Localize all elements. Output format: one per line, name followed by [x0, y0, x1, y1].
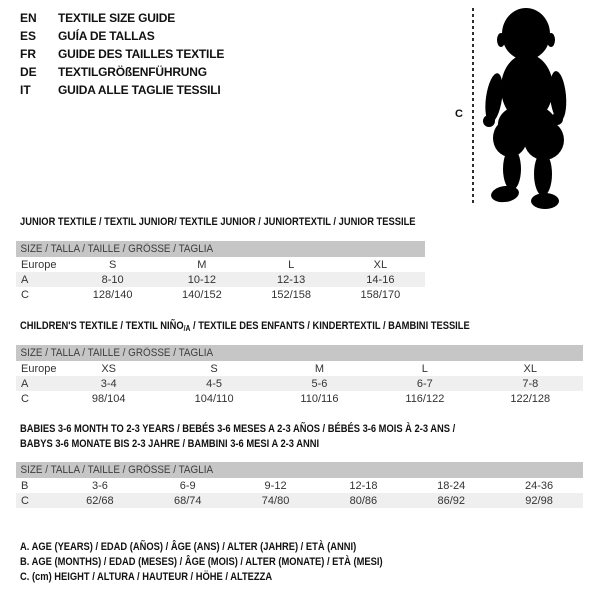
cell: 14-16 — [336, 272, 425, 287]
cell: 8-10 — [68, 272, 157, 287]
cell: 18-24 — [437, 479, 466, 492]
language-code: EN — [20, 11, 37, 25]
language-label: TEXTILGRÖßENFÜHRUNG — [58, 65, 207, 79]
language-row-fr — [20, 45, 224, 63]
size-header-label: SIZE / TALLA / TAILLE / GRÖSSE / TAGLIA — [20, 243, 214, 255]
cell: 80/86 — [319, 493, 407, 508]
babies-size-table — [16, 462, 583, 508]
baby-silhouette — [477, 6, 577, 210]
table-row — [16, 478, 583, 493]
height-label-c: C — [455, 108, 463, 120]
table-row — [16, 493, 583, 508]
language-code: FR — [20, 47, 36, 61]
cell: 140/152 — [181, 288, 222, 301]
table-row — [16, 391, 583, 406]
cell: 158/170 — [360, 288, 401, 301]
footnotes — [20, 540, 383, 585]
table-row — [16, 376, 583, 391]
size-header-bar — [16, 462, 583, 478]
cell: 9-12 — [264, 479, 287, 492]
babies-title-line1: BABIES 3-6 MONTH TO 2-3 YEARS / BEBÉS 3-6 MESES A 2-3 AÑOS / BÉBÉS 3-6 MOIS À 2-3 ANS / — [20, 423, 456, 435]
junior-table-title: JUNIOR TEXTILE / TEXTIL JUNIOR/ TEXTILE JUNIOR / JUNIORTEXTIL / JUNIOR TESSILE — [20, 216, 416, 228]
children-title-subscript: /A — [183, 324, 191, 333]
row-label: Europe — [21, 258, 57, 271]
cell: 5-6 — [267, 376, 372, 391]
size-header-bar — [16, 345, 583, 361]
cell: 104/110 — [194, 392, 234, 405]
cell: M — [197, 258, 207, 271]
children-table-title — [20, 319, 470, 336]
cell: S — [108, 258, 117, 271]
size-header-label: SIZE / TALLA / TAILLE / GRÖSSE / TAGLIA — [20, 464, 214, 476]
language-row-de — [20, 63, 224, 81]
cell: L — [288, 258, 295, 271]
cell: 3-4 — [56, 376, 161, 391]
cell: XS — [101, 362, 117, 375]
table-row — [16, 257, 425, 272]
cell: 92/98 — [495, 493, 583, 508]
row-label: B — [21, 479, 29, 492]
language-code: ES — [20, 29, 37, 43]
babies-table-title — [20, 422, 455, 452]
language-row-it — [20, 81, 224, 99]
cell: XL — [373, 258, 388, 271]
footnote-b: B. AGE (MONTHS) / EDAD (MESES) / ÂGE (MOIS) / ALTER (MONATE) / ETÀ (MESI) — [20, 556, 383, 568]
cell: 86/92 — [407, 493, 495, 508]
language-code: DE — [20, 65, 37, 79]
cell: 98/104 — [91, 392, 126, 405]
cell: 152/158 — [271, 288, 311, 301]
cell: 68/74 — [144, 493, 232, 508]
table-row — [16, 361, 583, 376]
footnote-c: C. (cm) HEIGHT / ALTURA / HAUTEUR / HÖHE / ALTEZZA — [20, 571, 273, 583]
cell: L — [421, 362, 428, 375]
cell: 6-7 — [372, 376, 477, 391]
cell: 74/80 — [232, 493, 320, 508]
cell: 116/122 — [405, 392, 445, 405]
cell: 122/128 — [510, 392, 551, 405]
row-label: A — [16, 272, 68, 287]
cell: 110/116 — [300, 392, 339, 405]
cell: XL — [523, 362, 538, 375]
cell: 12-18 — [349, 479, 378, 492]
babies-title-line2: BABYS 3-6 MONATE BIS 2-3 JAHRE / BAMBINI 3-6 MESI A 2-3 ANNI — [20, 438, 320, 450]
children-size-table — [16, 345, 583, 406]
cell: S — [210, 362, 218, 375]
table-row — [16, 287, 425, 302]
cell: 62/68 — [56, 493, 144, 508]
table-row — [16, 272, 425, 287]
cell: 12-13 — [247, 272, 336, 287]
children-title-pre: CHILDREN'S TEXTILE / TEXTIL NIÑO — [20, 320, 184, 332]
cell: 3-6 — [91, 479, 108, 492]
height-reference-dashed-line — [472, 8, 474, 206]
language-header — [20, 9, 224, 99]
cell: 128/140 — [92, 288, 133, 301]
cell: 4-5 — [161, 376, 266, 391]
cell: 10-12 — [157, 272, 246, 287]
row-label: C — [21, 392, 29, 405]
row-label: Europe — [21, 362, 56, 375]
language-row-es — [20, 27, 224, 45]
junior-size-table — [16, 241, 425, 302]
footnote-a: A. AGE (YEARS) / EDAD (AÑOS) / ÂGE (ANS) / ALTER (JAHRE) / ETÀ (ANNI) — [20, 541, 357, 553]
language-label: GUIDA ALLE TAGLIE TESSILI — [58, 83, 221, 97]
size-header-label: SIZE / TALLA / TAILLE / GRÖSSE / TAGLIA — [20, 347, 214, 359]
language-code: IT — [20, 83, 31, 97]
size-header-bar — [16, 241, 425, 257]
language-label: GUIDE DES TAILLES TEXTILE — [58, 47, 225, 61]
cell: 6-9 — [179, 479, 196, 492]
row-label: C — [16, 493, 56, 508]
cell: 24-36 — [525, 479, 554, 492]
language-label: TEXTILE SIZE GUIDE — [58, 11, 176, 25]
language-row-en — [20, 9, 224, 27]
language-label: GUÍA DE TALLAS — [58, 29, 155, 43]
children-title-post: / TEXTILE DES ENFANTS / KINDERTEXTIL / BAMBINI TESSILE — [190, 320, 470, 332]
cell: 7-8 — [478, 376, 583, 391]
row-label: C — [21, 288, 29, 301]
cell: M — [314, 362, 325, 375]
row-label: A — [16, 376, 56, 391]
